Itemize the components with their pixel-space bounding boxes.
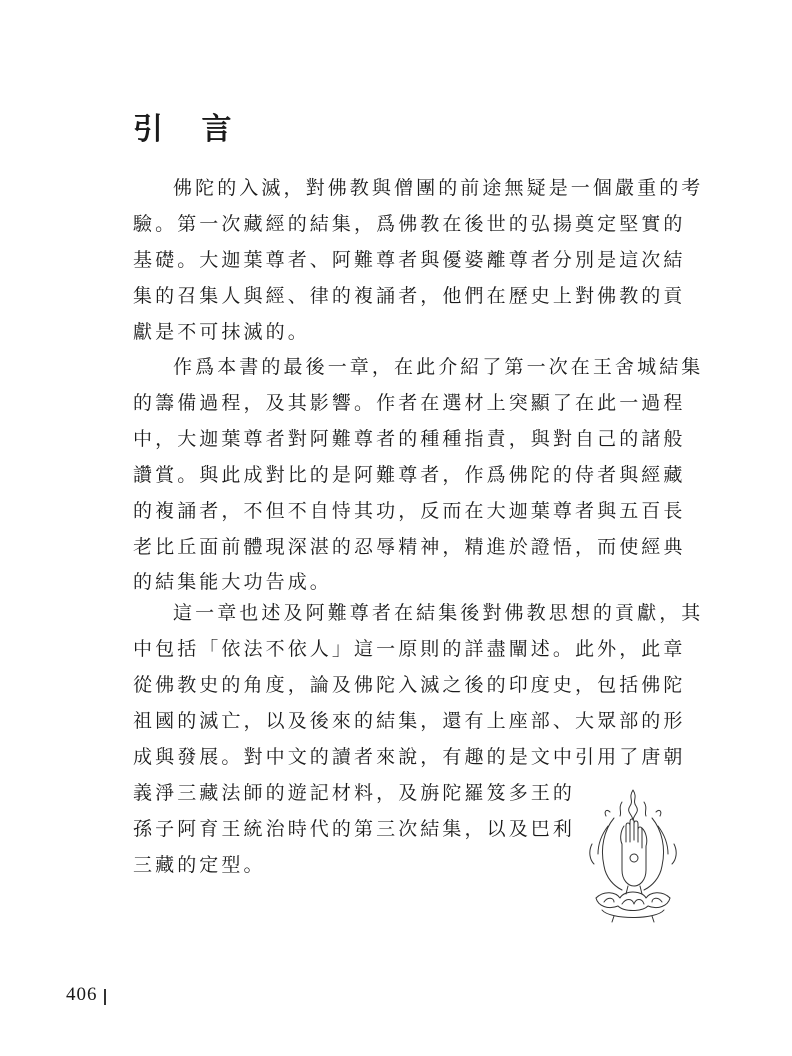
text-line: 從佛教史的角度，論及佛陀入滅之後的印度史，包括佛陀 [133,674,686,696]
text-line: 驗。第一次藏經的結集，爲佛教在後世的弘揚奠定堅實的 [133,213,686,235]
text-line: 孫子阿育王統治時代的第三次結集，以及巴利 [133,818,576,840]
text-line: 基礎。大迦葉尊者、阿難尊者與優婆離尊者分別是這次結 [133,249,686,271]
page-number-rule [104,989,106,1005]
text-line: 的複誦者，不但不自恃其功，反而在大迦葉尊者與五百長 [133,500,686,522]
text-line: 集的召集人與經、律的複誦者，他們在歷史上對佛教的貢 [133,285,686,307]
text-line: 讚賞。與此成對比的是阿難尊者，作爲佛陀的侍者與經藏 [133,464,686,486]
page-number: 406 [66,984,98,1005]
lotus-hand-illustration [574,786,692,928]
text-line: 佛陀的入滅，對佛教與僧團的前途無疑是一個嚴重的考 [173,177,704,199]
text-line: 作爲本書的最後一章，在此介紹了第一次在王舍城結集 [173,356,704,378]
text-line: 老比丘面前體現深湛的忍辱精神，精進於證悟，而使經典 [133,536,686,558]
text-line: 義淨三藏法師的遊記材料，及旃陀羅笈多王的 [133,782,576,804]
text-line: 的結集能大功告成。 [133,571,332,593]
text-line: 中包括「依法不依人」這一原則的詳盡闡述。此外，此章 [133,638,686,660]
text-line: 中，大迦葉尊者對阿難尊者的種種指責，與對自己的諸般 [133,428,686,450]
text-line: 祖國的滅亡，以及後來的結集，還有上座部、大眾部的形 [133,710,686,732]
text-line: 成與發展。對中文的讀者來說，有趣的是文中引用了唐朝 [133,746,686,768]
text-line: 獻是不可抹滅的。 [133,321,310,343]
text-line: 的籌備過程，及其影響。作者在選材上突顯了在此一過程 [133,392,686,414]
chapter-title: 引 言 [133,112,246,147]
text-line: 三藏的定型。 [133,854,266,876]
text-line: 這一章也述及阿難尊者在結集後對佛教思想的貢獻，其 [173,602,704,624]
